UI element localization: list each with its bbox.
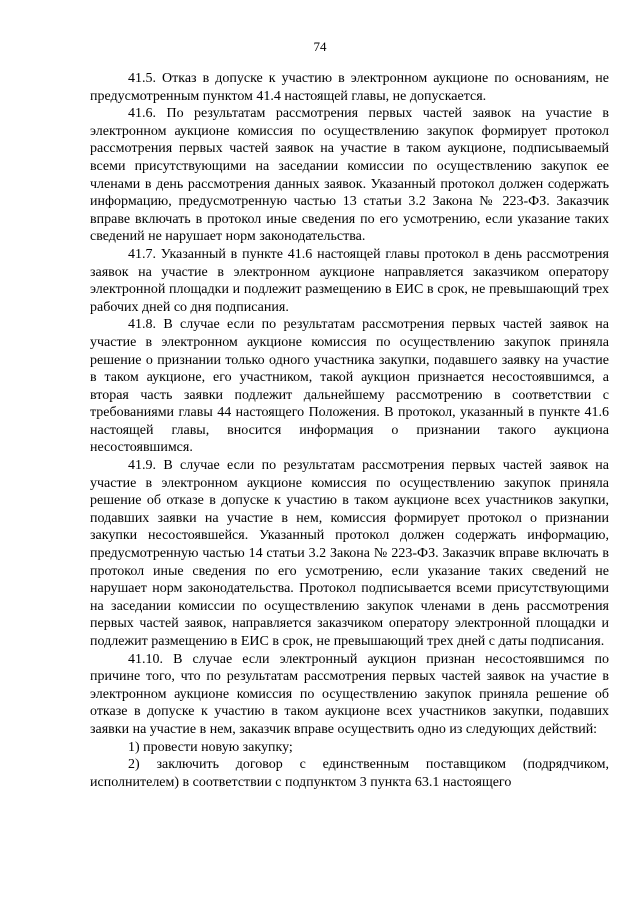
list-item-2: 2) заключить договор с единственным поставщиком (подрядчиком, исполнителем) в соответствии с подпунктом 3 пункта 63.1 настоящего xyxy=(90,757,609,790)
paragraph-41-5: 41.5. Отказ в допуске к участию в электронном аукционе по основаниям, не предусмотренным пунктом 41.4 настоящей главы, не допускается. xyxy=(90,71,609,104)
paragraph-41-9: 41.9. В случае если по результатам рассмотрения первых частей заявок на участие в электронном аукционе комиссия по осуществлению закупок приняла решение об отказе в допуске к участию в таком аукционе всех участников закупки, подавших заявки на участие в нем, комиссия формирует протокол о признании закупки несостоявшейся. Указанный протокол должен содержать информацию, предусмотренную частью 14 статьи 3.2 Закона № 223-ФЗ. Заказчик вправе включать в протокол иные сведения по его усмотрению, если указание таких сведений не нарушает норм законодательства. Протокол подписывается всеми присутствующими на заседании комиссии по осуществлению закупок членами в день рассмотрения первых частей заявок, направляется заказчиком оператору электронной площадки и подлежит размещению в ЕИС в срок, не превышающий трех дней с даты подписания. xyxy=(90,458,609,649)
paragraph-41-7: 41.7. Указанный в пункте 41.6 настоящей главы протокол в день рассмотрения заявок на участие в электронном аукционе направляется заказчиком оператору электронной площадки и подлежит размещению в ЕИС в срок, не превышающий трех рабочих дней со дня подписания. xyxy=(90,246,609,315)
page-number: 74 xyxy=(313,39,327,54)
paragraph-41-8: 41.8. В случае если по результатам рассмотрения первых частей заявок на участие в электронном аукционе комиссия по осуществлению закупок приняла решение о признании только одного участника закупки, подавшего заявку на участие в таком аукционе, его участником, такой аукцион признается несостоявшимся, а вторая часть заявки подлежит дальнейшему рассмотрению в соответствии с требованиями главы 44 настоящего Положения. В протокол, указанный в пункте 41.6 настоящей главы, вносится информация о признании такого аукциона несостоявшимся. xyxy=(90,317,609,456)
document-body xyxy=(90,70,609,791)
list-item-1: 1) провести новую закупку; xyxy=(128,739,293,755)
paragraph-41-10: 41.10. В случае если электронный аукцион признан несостоявшимся по причине того, что по результатам рассмотрения первых частей заявок на участие в электронном аукционе комиссия по осуществлению закупок приняла решение об отказе в допуске к участию в таком аукционе всех участников закупки, подавших заявки на участие в нем, заказчик вправе осуществить одно из следующих действий: xyxy=(90,651,609,737)
paragraph-41-6: 41.6. По результатам рассмотрения первых частей заявок на участие в электронном аукционе комиссия по осуществлению закупок формирует протокол рассмотрения первых частей заявок на участие в таком аукционе, подписываемый всеми присутствующими на заседании комиссии по осуществлению закупок ее членами в день рассмотрения данных заявок. Указанный протокол должен содержать информацию, предусмотренную частью 13 статьи 3.2 Закона № 223-ФЗ. Заказчик вправе включать в протокол иные сведения по его усмотрению, если указание таких сведений не нарушает норм законодательства. xyxy=(90,106,609,245)
